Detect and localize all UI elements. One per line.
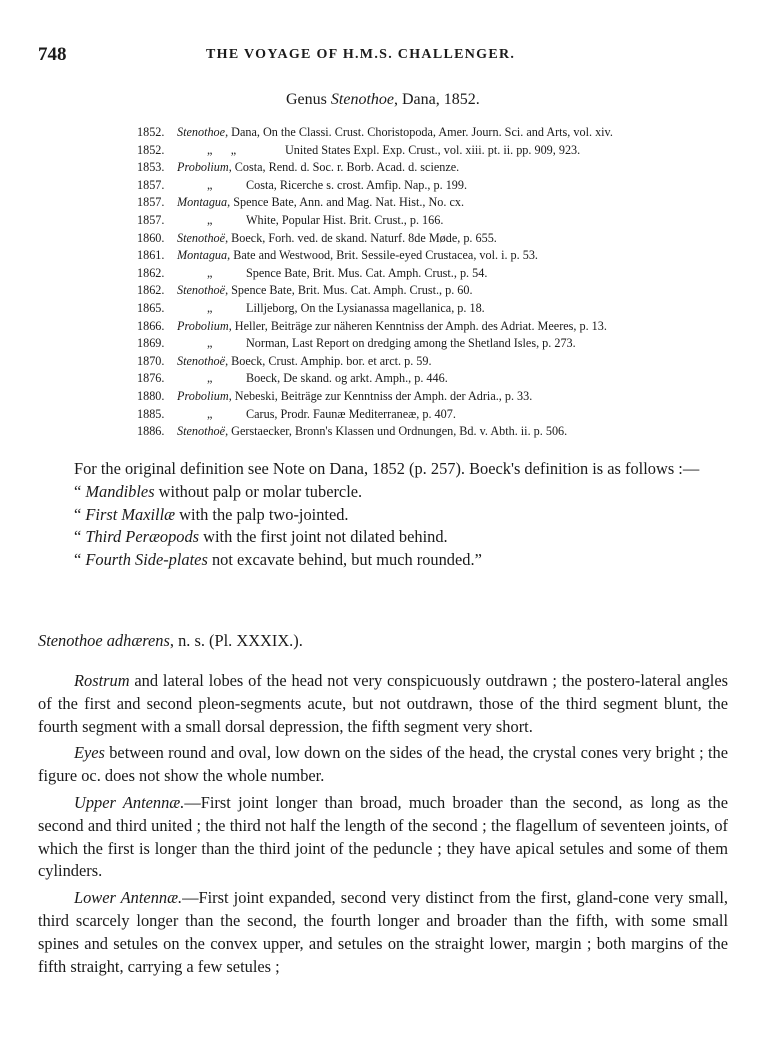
definition-intro: For the original definition see Note on Dana, 1852 (p. 257). Boeck's definition is as follows :—: [74, 459, 700, 478]
synonymy-reference: , Boeck, Forh. ved. de skand. Naturf. 8de Møde, p. 655.: [225, 230, 497, 245]
synonymy-reference: , Costa, Rend. d. Soc. r. Borb. Acad. d. scienze.: [228, 160, 460, 175]
synonymy-year: 1885.: [137, 406, 165, 421]
synonymy-reference: , Spence Bate, Brit. Mus. Cat. Amph. Crust., p. 60.: [225, 283, 473, 298]
quote-term: Fourth Side-plates: [85, 550, 208, 570]
description-text: —First joint expanded, second very distinct from the first, gland-cone very small, third scarcely longer than the second, the fourth longer and broader than the fifth, with some small spines and setules on the convex upper, and setules on the straight lower, margin ; both margins of the fifth straight, carrying a few setules ;: [38, 888, 728, 976]
synonymy-genus-label: Stenothoe: [177, 125, 226, 139]
description-paragraph: [38, 887, 728, 978]
synonymy-list: [137, 124, 757, 441]
ditto-mark: „: [207, 212, 213, 227]
synonymy-entry: [137, 265, 757, 283]
ditto-mark: „: [207, 177, 213, 192]
synonymy-year: 1860.: [137, 230, 165, 245]
synonymy-year: 1880.: [137, 388, 165, 403]
quote-mark: “: [74, 550, 86, 570]
synonymy-entry: [137, 230, 757, 248]
synonymy-entry: [137, 335, 757, 353]
genus-heading-suffix: , Dana, 1852.: [393, 91, 480, 108]
synonymy-entry: [137, 247, 757, 265]
description-term: Lower Antennæ.: [74, 888, 183, 908]
synonymy-year: 1876.: [137, 371, 165, 386]
synonymy-reference: Lilljeborg, On the Lysianassa magellanica, p. 18.: [246, 300, 485, 315]
description-paragraph: [38, 742, 728, 788]
definition-section: [38, 458, 728, 572]
synonymy-genus-label: Probolium: [177, 160, 229, 175]
synonymy-entry: [137, 194, 757, 212]
synonymy-genus-name: [177, 318, 607, 336]
synonymy-year: 1870.: [137, 353, 165, 368]
quote-text: without palp or molar tubercle.: [154, 481, 363, 501]
synonymy-genus-label: Stenothoë: [177, 353, 226, 368]
synonymy-year: 1862.: [137, 283, 165, 298]
synonymy-year: 1852.: [137, 125, 165, 139]
synonymy-year: 1852.: [137, 142, 165, 157]
genus-heading-name: Stenothoe: [330, 91, 394, 108]
quote-text: with the palp two-jointed.: [175, 504, 349, 524]
synonymy-entry: [137, 406, 757, 424]
synonymy-reference: , Gerstaecker, Bronn's Klassen und Ordnungen, Bd. v. Abth. ii. p. 506.: [225, 424, 568, 439]
synonymy-genus-label: Probolium: [177, 318, 229, 333]
page-number: 748: [38, 44, 67, 65]
synonymy-entry: [137, 318, 757, 336]
synonymy-entry: [137, 423, 757, 441]
synonymy-genus-label: Stenothoë: [177, 230, 226, 245]
synonymy-year: 1857.: [137, 212, 165, 227]
quote-term: First Maxillæ: [85, 504, 176, 524]
synonymy-year: 1861.: [137, 248, 165, 263]
synonymy-reference: , Boeck, Crust. Amphip. bor. et arct. p. 59.: [225, 353, 432, 368]
synonymy-reference: , Bate and Westwood, Brit. Sessile-eyed Crustacea, vol. i. p. 53.: [227, 248, 538, 263]
synonymy-reference: Spence Bate, Brit. Mus. Cat. Amph. Crust., p. 54.: [246, 265, 488, 280]
description-text: —First joint longer than broad, much broader than the second, as long as the second and third united ; the third not half the length of the second ; the flagellum of seventeen joints, of which the first is longer than the third joint of the peduncle ; they have apical setules and some of them cylinders.: [38, 792, 729, 881]
synonymy-genus-label: Probolium: [177, 388, 229, 403]
synonymy-year: 1866.: [137, 318, 165, 333]
synonymy-genus-name: [177, 194, 464, 212]
synonymy-genus-name: [177, 423, 567, 441]
species-description: [38, 670, 728, 982]
synonymy-entry: [137, 124, 757, 142]
genus-heading: [286, 91, 480, 109]
synonymy-genus-name: [177, 353, 432, 371]
ditto-mark: „: [207, 265, 213, 280]
definition-quote: [38, 549, 728, 572]
description-term: Upper Antennæ.: [74, 792, 185, 812]
synonymy-entry: [137, 388, 757, 406]
genus-heading-prefix: Genus: [286, 91, 331, 108]
synonymy-genus-label: Montagua: [177, 248, 228, 263]
description-term: Eyes: [74, 743, 105, 763]
ditto-mark: „: [207, 336, 213, 351]
synonymy-reference: Boeck, De skand. og arkt. Amph., p. 446.: [246, 371, 448, 386]
ditto-mark: „: [207, 300, 213, 315]
species-name: Stenothoe adhærens: [38, 631, 170, 650]
synonymy-reference: , Heller, Beiträge zur näheren Kenntniss der Amph. des Adriat. Meeres, p. 13.: [228, 318, 607, 333]
quote-mark: “: [74, 504, 86, 524]
synonymy-genus-name: [177, 282, 473, 300]
quote-mark: “: [74, 527, 86, 547]
synonymy-genus-name: [177, 247, 538, 265]
synonymy-genus-label: Stenothoë: [177, 424, 226, 439]
definition-quotes: [38, 481, 728, 572]
synonymy-year: 1869.: [137, 336, 165, 351]
synonymy-entry: [137, 370, 757, 388]
definition-quote: [38, 526, 728, 549]
description-text: between round and oval, low down on the sides of the head, the crystal cones very bright ; the figure oc. does not show the whole number.: [38, 743, 728, 786]
synonymy-entry: [137, 159, 757, 177]
ditto-mark: „ „: [207, 142, 237, 157]
description-term: Rostrum: [74, 671, 130, 690]
synonymy-entry: [137, 212, 757, 230]
synonymy-entry: [137, 300, 757, 318]
description-text: and lateral lobes of the head not very conspicuously outdrawn ; the postero-lateral angles of the first and second pleon-segments acute, but not outdrawn, those of the third segment blunt, the fourth segment with a small dorsal depression, the fifth segment very short.: [38, 671, 728, 736]
synonymy-entry: [137, 177, 757, 195]
synonymy-reference: White, Popular Hist. Brit. Crust., p. 166.: [246, 212, 444, 227]
species-heading-rest: , n. s. (Pl. XXXIX.).: [169, 631, 303, 650]
synonymy-entry: [137, 282, 757, 300]
synonymy-reference: Norman, Last Report on dredging among the Shetland Isles, p. 273.: [246, 336, 576, 351]
synonymy-reference: Costa, Ricerche s. crost. Amfip. Nap., p. 199.: [246, 177, 468, 192]
synonymy-entry: [137, 353, 757, 371]
species-heading: [38, 630, 728, 653]
synonymy-reference: United States Expl. Exp. Crust., vol. xiii. pt. ii. pp. 909, 923.: [285, 142, 581, 157]
synonymy-reference: , Spence Bate, Ann. and Mag. Nat. Hist., No. cx.: [227, 195, 465, 210]
running-title: THE VOYAGE OF H.M.S. CHALLENGER.: [206, 47, 516, 62]
synonymy-year: 1857.: [137, 177, 165, 192]
synonymy-genus-name: [177, 230, 497, 248]
synonymy-year: 1857.: [137, 195, 165, 210]
synonymy-year: 1865.: [137, 300, 165, 315]
synonymy-entry: [137, 142, 757, 160]
species-heading-block: [38, 630, 728, 653]
description-paragraph: [38, 670, 728, 738]
synonymy-genus-name: [177, 388, 532, 406]
quote-text: with the first joint not dilated behind.: [199, 527, 448, 547]
ditto-mark: „: [207, 406, 213, 421]
quote-term: Third Peræopods: [85, 527, 200, 547]
description-paragraph: [38, 792, 728, 883]
synonymy-genus-label: Montagua: [177, 195, 228, 210]
synonymy-genus-name: [177, 159, 459, 177]
quote-term: Mandibles: [85, 481, 155, 501]
synonymy-year: 1886.: [137, 424, 165, 439]
quote-mark: “: [74, 481, 86, 501]
running-head: [38, 44, 748, 66]
definition-quote: [38, 481, 728, 504]
synonymy-reference: , Dana, On the Classi. Crust. Choristopoda, Amer. Journ. Sci. and Arts, vol. xiv.: [225, 125, 613, 139]
synonymy-year: 1853.: [137, 160, 165, 175]
quote-text: not excavate behind, but much rounded.”: [207, 550, 482, 570]
synonymy-reference: Carus, Prodr. Faunæ Mediterraneæ, p. 407.: [246, 406, 456, 421]
ditto-mark: „: [207, 371, 213, 386]
synonymy-year: 1862.: [137, 265, 165, 280]
synonymy-reference: , Nebeski, Beiträge zur Kenntniss der Amph. der Adria., p. 33.: [228, 388, 533, 403]
synonymy-genus-name: [177, 124, 613, 142]
definition-quote: [38, 504, 728, 527]
synonymy-genus-label: Stenothoë: [177, 283, 226, 298]
